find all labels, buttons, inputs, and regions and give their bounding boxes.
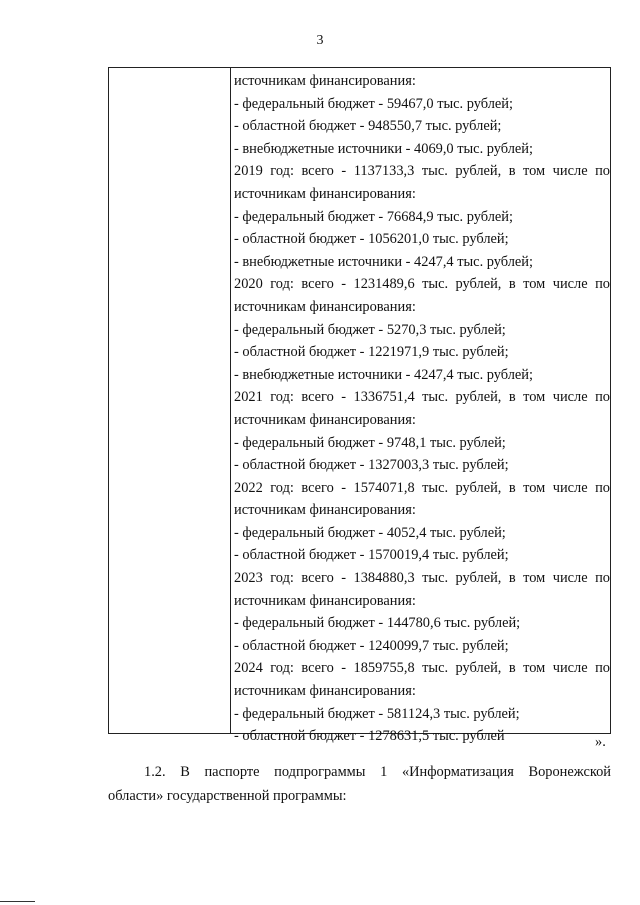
table-line: - областной бюджет - 1240099,7 тыс. рублей; bbox=[234, 637, 509, 654]
table-line: - областной бюджет - 1570019,4 тыс. рублей; bbox=[234, 547, 509, 564]
table-line: - областной бюджет - 1056201,0 тыс. рублей; bbox=[234, 231, 509, 248]
financing-table bbox=[108, 67, 611, 745]
table-line: источникам финансирования: bbox=[234, 502, 416, 519]
table-line: источникам финансирования: bbox=[234, 411, 416, 428]
table-line: 2019 год: всего - 1137133,3 тыс. рублей, в том числе по bbox=[234, 163, 610, 180]
table-line: 2024 год: всего - 1859755,8 тыс. рублей, в том числе по bbox=[234, 660, 610, 677]
paragraph-line-1: 1.2. В паспорте подпрограммы 1 «Информатизация Воронежской bbox=[144, 764, 611, 780]
table-line: источникам финансирования: bbox=[234, 683, 416, 700]
table-line: - федеральный бюджет - 581124,3 тыс. рублей; bbox=[234, 705, 520, 722]
page-number: 3 bbox=[316, 33, 324, 48]
table-line: - областной бюджет - 1327003,3 тыс. рублей; bbox=[234, 457, 509, 474]
table-line: - федеральный бюджет - 76684,9 тыс. рублей; bbox=[234, 208, 513, 225]
table-line: - областной бюджет - 1278631,5 тыс. рублей bbox=[234, 728, 505, 745]
table-line: - областной бюджет - 1221971,9 тыс. рублей; bbox=[234, 344, 509, 361]
paragraph-line-2: области» государственной программы: bbox=[108, 788, 347, 804]
table-line: - федеральный бюджет - 59467,0 тыс. рублей; bbox=[234, 95, 513, 112]
table-line: источникам финансирования: bbox=[234, 185, 416, 202]
table-line: 2022 год: всего - 1574071,8 тыс. рублей, в том числе по bbox=[234, 479, 610, 496]
table-line: - федеральный бюджет - 144780,6 тыс. рублей; bbox=[234, 615, 521, 632]
footer-rule bbox=[0, 901, 35, 902]
table-column-divider bbox=[230, 68, 231, 733]
table-line: 2021 год: всего - 1336751,4 тыс. рублей, в том числе по bbox=[234, 389, 610, 406]
financing-cell bbox=[234, 70, 610, 748]
table-line: источникам финансирования: bbox=[234, 298, 416, 315]
table-line: 2023 год: всего - 1384880,3 тыс. рублей, в том числе по bbox=[234, 570, 610, 587]
table-line: - федеральный бюджет - 5270,3 тыс. рублей; bbox=[234, 321, 506, 338]
table-line: - федеральный бюджет - 9748,1 тыс. рублей; bbox=[234, 434, 506, 451]
closing-quote: ». bbox=[595, 734, 606, 750]
table-line: - внебюджетные источники - 4247,4 тыс. рублей; bbox=[234, 253, 534, 270]
table-line: источникам финансирования: bbox=[234, 73, 416, 89]
table-line: - внебюджетные источники - 4247,4 тыс. рублей; bbox=[234, 366, 534, 383]
table-line: источникам финансирования: bbox=[234, 592, 416, 609]
table-line: 2020 год: всего - 1231489,6 тыс. рублей, в том числе по bbox=[234, 276, 610, 293]
table-line: - внебюджетные источники - 4069,0 тыс. рублей; bbox=[234, 140, 534, 157]
table-line: - областной бюджет - 948550,7 тыс. рублей; bbox=[234, 118, 502, 135]
table-line: - федеральный бюджет - 4052,4 тыс. рублей; bbox=[234, 524, 506, 541]
